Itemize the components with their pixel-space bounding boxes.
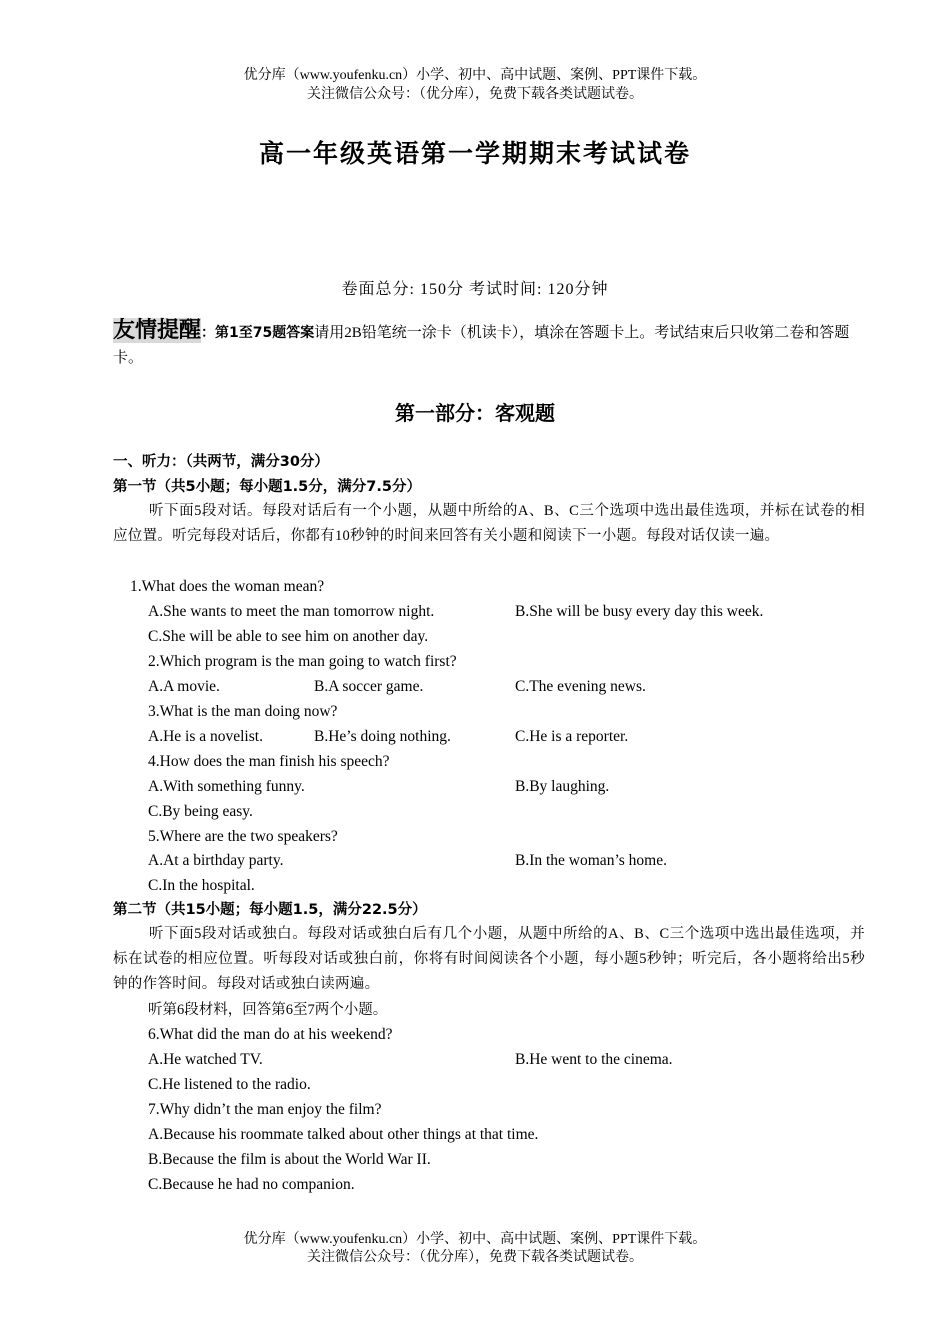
question-2-option-b: B.A soccer game. xyxy=(314,678,424,695)
question-3-option-c: C.He is a reporter. xyxy=(515,728,629,745)
reminder-text: 请用2B铅笔统一涂卡（机读卡），填涂在答题卡上。考试结束后只收第二卷和答题卡。 xyxy=(113,325,850,366)
exam-meta: 卷面总分: 150分 考试时间: 120分钟 xyxy=(341,281,609,298)
friendly-reminder xyxy=(113,318,863,371)
question-6-option-c: C.He listened to the radio. xyxy=(148,1076,311,1093)
question-2-option-a: A.A movie. xyxy=(148,678,220,695)
question-5-option-b: B.In the woman’s home. xyxy=(515,852,667,869)
header-line-2: 关注微信公众号：（优分库），免费下载各类试题试卷。 xyxy=(307,87,643,102)
question-7-option-c: C.Because he had no companion. xyxy=(148,1176,355,1193)
question-1-option-a: A.She wants to meet the man tomorrow night. xyxy=(148,603,435,620)
question-1-option-b: B.She will be busy every day this week. xyxy=(515,603,764,620)
question-1-stem: 1.What does the woman mean? xyxy=(130,578,325,595)
question-5-option-c: C.In the hospital. xyxy=(148,877,255,894)
reminder-bold-range: 第1至75题答案 xyxy=(215,325,315,341)
question-3-option-b: B.He’s doing nothing. xyxy=(314,728,451,745)
question-6-stem: 6.What did the man do at his weekend? xyxy=(148,1026,393,1043)
question-7-stem: 7.Why didn’t the man enjoy the film? xyxy=(148,1101,382,1118)
footer-line-2: 关注微信公众号：（优分库），免费下载各类试题试卷。 xyxy=(307,1250,643,1265)
question-3-option-a: A.He is a novelist. xyxy=(148,728,263,745)
question-3-stem: 3.What is the man doing now? xyxy=(148,703,338,720)
section-one-heading: 第一节（共5小题；每小题1.5分，满分7.5分） xyxy=(113,479,421,495)
section-two-instructions: 听下面5段对话或独白。每段对话或独白后有几个小题，从题中所给的A、B、C三个选项中选出最佳选项，并标在试卷的相应位置。听每段对话或独白前，你将有时间阅读各个小题，每小题5秒钟；听完后，各小题将给出5秒钟的作答时间。每段对话或独白读两遍。 xyxy=(113,926,865,992)
question-2-option-c: C.The evening news. xyxy=(515,678,646,695)
question-7-option-a: A.Because his roommate talked about other things at that time. xyxy=(148,1126,539,1143)
header-line-1: 优分库（www.youfenku.cn）小学、初中、高中试题、案例、PPT课件下载。 xyxy=(243,68,707,83)
footer-line-1: 优分库（www.youfenku.cn）小学、初中、高中试题、案例、PPT课件下载。 xyxy=(243,1232,707,1247)
question-6-option-a: A.He watched TV. xyxy=(148,1051,263,1068)
question-4-option-b: B.By laughing. xyxy=(515,778,610,795)
question-2-stem: 2.Which program is the man going to watch first? xyxy=(148,653,457,670)
part-one-title: 第一部分：客观题 xyxy=(395,401,555,425)
question-4-option-a: A.With something funny. xyxy=(148,778,305,795)
section-two-heading: 第二节（共15小题；每小题1.5，满分22.5分） xyxy=(113,902,427,918)
question-7-option-b: B.Because the film is about the World War II. xyxy=(148,1151,431,1168)
section-one-instructions: 听下面5段对话。每段对话后有一个小题，从题中所给的A、B、C三个选项中选出最佳选项，并标在试卷的相应位置。听完每段对话后，你都有10秒钟的时间来回答有关小题和阅读下一小题。每段对话仅读一遍。 xyxy=(113,503,865,544)
question-5-option-a: A.At a birthday party. xyxy=(148,852,284,869)
material-6-note: 听第6段材料，回答第6至7两个小题。 xyxy=(148,1002,388,1018)
question-5-stem: 5.Where are the two speakers? xyxy=(148,828,338,845)
listening-heading: 一、听力：（共两节，满分30分） xyxy=(113,454,329,470)
reminder-colon: ： xyxy=(201,325,216,341)
reminder-label: 友情提醒 xyxy=(113,318,202,343)
exam-title: 高一年级英语第一学期期末考试试卷 xyxy=(258,139,691,168)
question-1-option-c: C.She will be able to see him on another day. xyxy=(148,628,429,645)
question-4-option-c: C.By being easy. xyxy=(148,803,253,820)
question-6-option-b: B.He went to the cinema. xyxy=(515,1051,673,1068)
question-4-stem: 4.How does the man finish his speech? xyxy=(148,753,390,770)
